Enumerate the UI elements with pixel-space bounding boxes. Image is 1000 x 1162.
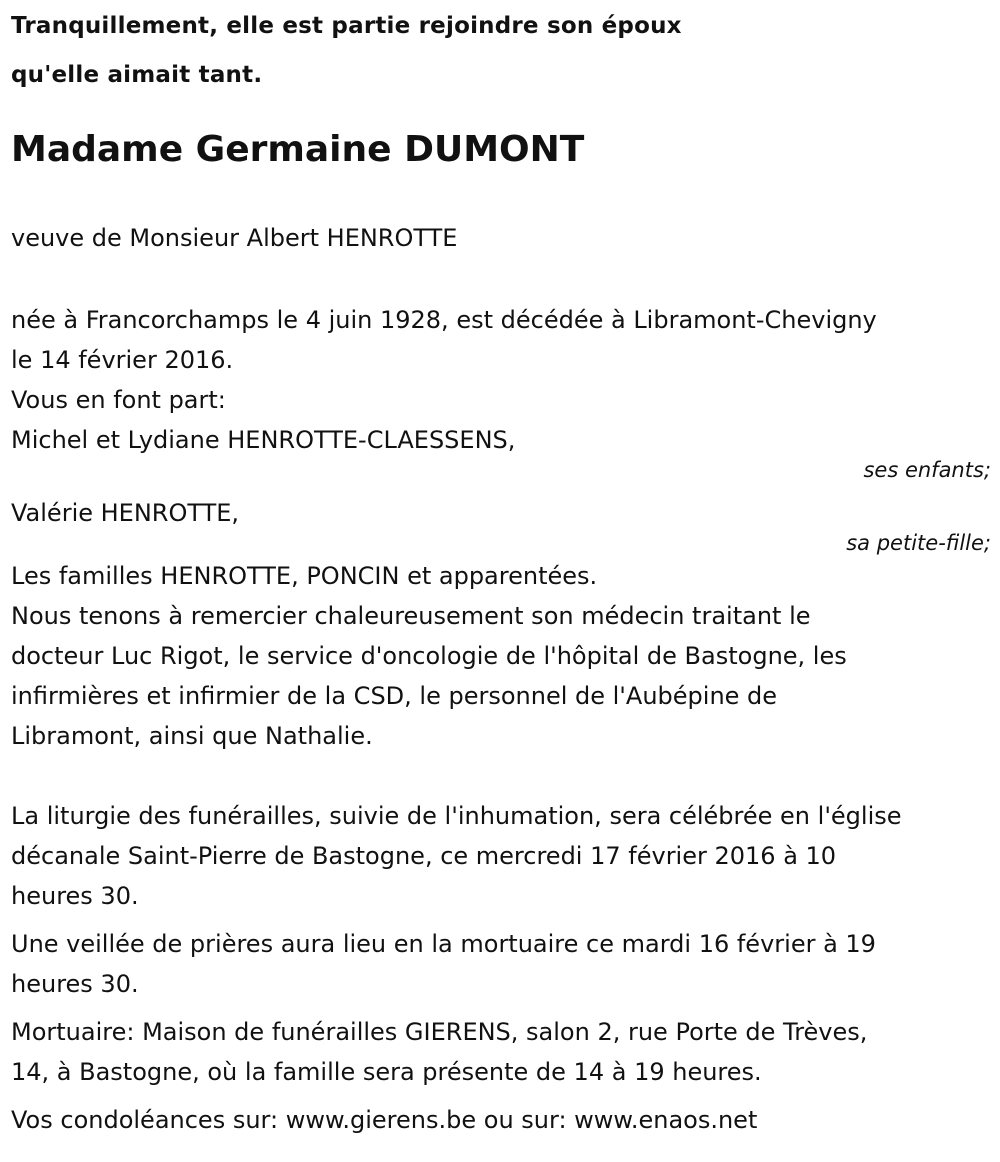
obituary-notice: [11, 0, 991, 1140]
funeral-line-1: La liturgie des funérailles, suivie de l'inhumation, sera célébrée en l'église: [11, 802, 902, 830]
announcement-section: [11, 380, 991, 596]
intro-line-2: qu'elle aimait tant.: [11, 62, 263, 88]
mortuary-line-1: Mortuaire: Maison de funérailles GIERENS, salon 2, rue Porte de Trèves,: [11, 1018, 868, 1046]
deceased-name: Madame Germaine DUMONT: [11, 129, 585, 170]
funeral-line-2: décanale Saint-Pierre de Bastogne, ce mercredi 17 février 2016 à 10: [11, 842, 837, 870]
thanks-line-1: Nous tenons à remercier chaleureusement son médecin traitant le: [11, 602, 811, 630]
mortuary-line-2: 14, à Bastogne, où la famille sera présente de 14 à 19 heures.: [11, 1058, 762, 1086]
thanks-paragraph: [11, 596, 991, 756]
birth-death-paragraph: [11, 300, 991, 380]
condolences-line: Vos condoléances sur: www.gierens.be ou sur: www.enaos.net: [11, 1106, 758, 1134]
funeral-paragraph: [11, 796, 991, 916]
widow-of-line: veuve de Monsieur Albert HENROTTE: [11, 224, 458, 252]
families-line: Les familles HENROTTE, PONCIN et apparentées.: [11, 562, 598, 590]
intro-quote: [11, 0, 991, 100]
mortuary-paragraph: [11, 1012, 991, 1092]
intro-line-1: Tranquillement, elle est partie rejoindre son époux: [11, 13, 682, 39]
family-member-relation: sa petite-fille;: [846, 531, 991, 555]
vigil-line-2: heures 30.: [11, 970, 139, 998]
family-member-names: Valérie HENROTTE,: [11, 499, 240, 527]
announcement-heading: Vous en font part:: [11, 386, 226, 414]
vigil-line-1: Une veillée de prières aura lieu en la mortuaire ce mardi 16 février à 19: [11, 930, 876, 958]
thanks-line-2: docteur Luc Rigot, le service d'oncologie de l'hôpital de Bastogne, les: [11, 642, 847, 670]
family-member-relation: ses enfants;: [863, 458, 991, 482]
birth-death-line-1: née à Francorchamps le 4 juin 1928, est décédée à Libramont-Chevigny: [11, 306, 877, 334]
birth-death-line-2: le 14 février 2016.: [11, 346, 234, 374]
funeral-line-3: heures 30.: [11, 882, 139, 910]
vigil-paragraph: [11, 924, 991, 1004]
family-member-names: Michel et Lydiane HENROTTE-CLAESSENS,: [11, 426, 516, 454]
thanks-line-3: infirmières et infirmier de la CSD, le personnel de l'Aubépine de: [11, 682, 778, 710]
thanks-line-4: Libramont, ainsi que Nathalie.: [11, 722, 373, 750]
